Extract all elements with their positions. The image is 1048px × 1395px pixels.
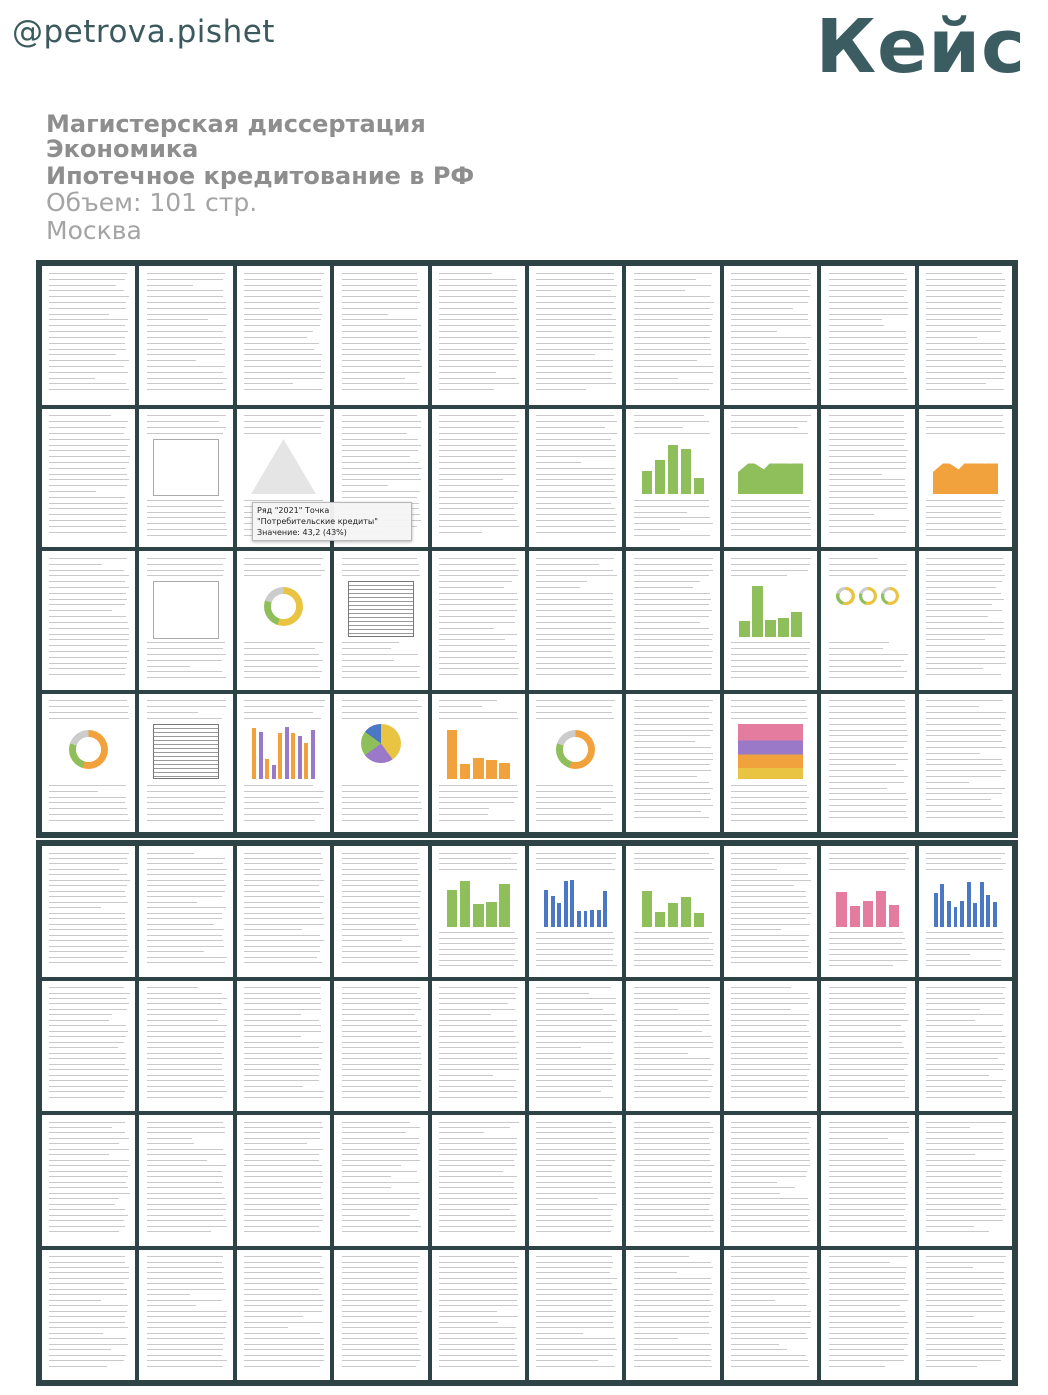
thumbnail-bar xyxy=(544,890,548,927)
thumbnail-bar xyxy=(850,906,860,927)
page-thumbnail xyxy=(334,1115,427,1246)
thumbnail-chart xyxy=(251,724,316,779)
page-thumbnail xyxy=(919,1115,1012,1246)
thumbnail-bar xyxy=(473,758,483,780)
thumbnail-bar xyxy=(642,471,652,494)
page-thumbnail xyxy=(529,846,622,977)
thumbnail-bar xyxy=(486,760,496,780)
volume-label: Объем: 101 стр. xyxy=(46,188,258,217)
thumbnail-chart xyxy=(348,581,413,636)
topic-label: Ипотечное кредитование в РФ xyxy=(46,162,475,190)
thumbnail-bar xyxy=(577,911,581,927)
page-thumbnail xyxy=(724,409,817,548)
thumbnail-bar xyxy=(597,910,601,926)
page-thumbnail xyxy=(139,1250,232,1381)
page-thumbnail xyxy=(139,846,232,977)
thumbnail-bar xyxy=(668,445,678,495)
thumbnail-donut xyxy=(264,587,303,626)
page-thumbnail xyxy=(237,694,330,833)
thumbnail-bar xyxy=(447,730,457,780)
thumbnail-bar xyxy=(460,881,470,927)
page-thumbnail xyxy=(432,981,525,1112)
page-thumbnail xyxy=(334,694,427,833)
thumbnail-bar xyxy=(694,478,704,495)
thumbnail-chart xyxy=(640,875,705,927)
page-thumbnail xyxy=(432,694,525,833)
thumbnail-chart xyxy=(543,724,608,779)
page-thumbnail xyxy=(626,551,719,690)
author-handle: @petrova.pishet xyxy=(12,14,275,50)
thumbnail-chart xyxy=(640,439,705,494)
page-thumbnail xyxy=(626,266,719,405)
thumbnail-bar xyxy=(272,765,276,779)
page-thumbnail xyxy=(139,551,232,690)
thumbnail-bar xyxy=(655,460,665,495)
thumbnail-chart xyxy=(933,439,998,494)
thumbnail-bar xyxy=(836,892,846,927)
page-thumbnail xyxy=(919,266,1012,405)
page-thumbnail xyxy=(821,551,914,690)
page-thumbnail xyxy=(432,551,525,690)
page-thumbnail xyxy=(237,1250,330,1381)
thumbnail-bar xyxy=(668,903,678,927)
thumbnail-bar xyxy=(993,902,997,927)
thumbnail-bar xyxy=(947,901,951,927)
thumbnail-chart xyxy=(738,581,803,636)
page-thumbnail xyxy=(334,551,427,690)
thumbnail-bar xyxy=(960,901,964,927)
page-thumbnail xyxy=(42,846,135,977)
field-label: Экономика xyxy=(46,135,199,163)
thumbnail-bar xyxy=(603,891,607,927)
thumbnail-bar xyxy=(291,733,295,780)
page-thumbnail xyxy=(432,409,525,548)
page-thumbnail xyxy=(42,1250,135,1381)
thumbnail-bar xyxy=(259,732,263,780)
thumbnail-bar xyxy=(681,897,691,927)
page-thumbnail xyxy=(724,1115,817,1246)
page-thumbnail xyxy=(432,266,525,405)
thumbnail-chart xyxy=(835,875,900,927)
thumbnail-chart xyxy=(153,439,218,496)
page-thumbnail xyxy=(334,846,427,977)
page-thumbnail xyxy=(529,409,622,548)
page-thumbnail xyxy=(724,846,817,977)
thumbnail-bar xyxy=(486,902,496,927)
page-thumbnail xyxy=(724,1250,817,1381)
page-thumbnail xyxy=(139,981,232,1112)
thumbnail-bar xyxy=(564,881,568,927)
page-thumbnail xyxy=(42,551,135,690)
page-thumbnail xyxy=(724,981,817,1112)
page-thumbnail xyxy=(626,409,719,548)
tooltip-series: Ряд "2021" Точка "Потребительские кредиты" xyxy=(257,506,378,526)
page-thumbnail xyxy=(139,266,232,405)
page-thumbnail xyxy=(626,1250,719,1381)
thumbnail-bar xyxy=(889,905,899,927)
thumbnail-chart xyxy=(933,875,998,927)
thumbnail-chart xyxy=(251,581,316,636)
thumbnail-bar xyxy=(694,913,704,927)
page-thumbnail xyxy=(821,981,914,1112)
page-thumbnail xyxy=(919,846,1012,977)
thumbnail-chart xyxy=(153,724,218,779)
thumbnail-bar xyxy=(655,912,665,927)
page-thumbnail xyxy=(139,694,232,833)
thumbnail-bar xyxy=(590,910,594,927)
page-thumbnail xyxy=(432,1115,525,1246)
thumbnail-bar xyxy=(980,882,984,927)
thumbnail-donut xyxy=(69,730,108,769)
page-thumbnail xyxy=(919,551,1012,690)
page-thumbnail xyxy=(724,694,817,833)
thumbnail-donut xyxy=(881,587,899,605)
page-thumbnail xyxy=(529,1115,622,1246)
page-thumbnail xyxy=(821,409,914,548)
city-label: Москва xyxy=(46,216,142,245)
page-thumbnail xyxy=(821,846,914,977)
thumbnail-bar xyxy=(499,884,509,926)
thumbnail-chart xyxy=(348,724,413,779)
thumbnail-donut xyxy=(556,730,595,769)
page-thumbnails-block-1 xyxy=(36,260,1018,838)
page-thumbnail xyxy=(237,981,330,1112)
page-thumbnail xyxy=(821,1250,914,1381)
page-thumbnail xyxy=(237,551,330,690)
thumbnail-bar xyxy=(252,728,256,779)
page-thumbnail xyxy=(529,1250,622,1381)
thumbnail-bar xyxy=(934,893,938,927)
thumbnail-bar xyxy=(642,891,652,927)
page-thumbnail xyxy=(626,846,719,977)
page-thumbnail xyxy=(919,1250,1012,1381)
page-thumbnail xyxy=(529,551,622,690)
page-thumbnail xyxy=(432,846,525,977)
thumbnail-bar xyxy=(570,880,574,926)
chart-tooltip xyxy=(252,502,412,541)
page-thumbnail xyxy=(919,409,1012,548)
page-thumbnails-block-2 xyxy=(36,840,1018,1386)
page-thumbnail xyxy=(334,1250,427,1381)
thumbnail-bar xyxy=(311,730,315,779)
page-thumbnail xyxy=(42,266,135,405)
page-thumbnail xyxy=(724,551,817,690)
thumbnail-bar xyxy=(940,884,944,927)
page-thumbnail xyxy=(529,266,622,405)
thumbnail-bar xyxy=(460,764,470,779)
page-thumbnail xyxy=(432,1250,525,1381)
thumbnail-bar xyxy=(778,618,788,637)
thumbnail-bar xyxy=(739,621,749,637)
thumbnail-chart xyxy=(153,581,218,638)
thumbnail-bar xyxy=(681,449,691,495)
thumbnail-bar xyxy=(447,890,457,927)
thumbnail-bar xyxy=(551,896,555,926)
page-thumbnail xyxy=(626,1115,719,1246)
page-thumbnail xyxy=(42,409,135,548)
thumbnail-chart xyxy=(56,724,121,779)
thumbnail-bar xyxy=(876,891,886,926)
tooltip-value: Значение: 43,2 (43%) xyxy=(257,528,347,537)
page-thumbnail xyxy=(237,846,330,977)
page-thumbnail xyxy=(821,1115,914,1246)
page-thumbnail xyxy=(334,981,427,1112)
thumbnail-donut xyxy=(859,587,877,605)
page-thumbnail xyxy=(42,1115,135,1246)
degree-label: Магистерская диссертация xyxy=(46,110,426,138)
thumbnail-chart xyxy=(446,875,511,927)
thumbnail-chart xyxy=(446,724,511,779)
page-thumbnail xyxy=(919,981,1012,1112)
thumbnail-bar xyxy=(265,759,269,779)
page-thumbnail xyxy=(626,694,719,833)
thumbnail-bar xyxy=(584,911,588,927)
thumbnail-chart xyxy=(738,439,803,494)
thumbnail-bar xyxy=(557,903,561,927)
thumbnail-bar xyxy=(499,763,509,779)
thumbnail-bar xyxy=(285,727,289,779)
thumbnail-bar xyxy=(954,907,958,927)
thumbnail-donut xyxy=(836,587,854,605)
page-thumbnail xyxy=(529,694,622,833)
page-thumbnail xyxy=(42,694,135,833)
thumbnail-bar xyxy=(752,586,762,637)
thumbnail-bar xyxy=(986,895,990,927)
thumbnail-bar xyxy=(298,736,302,779)
page-thumbnail xyxy=(919,694,1012,833)
thumbnail-chart xyxy=(835,581,900,636)
page-thumbnail xyxy=(139,1115,232,1246)
thumbnail-bar xyxy=(304,743,308,779)
thumbnail-bar xyxy=(473,904,483,927)
page-thumbnail xyxy=(821,694,914,833)
page-thumbnail xyxy=(821,266,914,405)
page-thumbnail xyxy=(237,1115,330,1246)
thumbnail-bar xyxy=(791,612,801,637)
thumbnail-bar xyxy=(967,882,971,927)
page-thumbnail xyxy=(334,266,427,405)
brand-title: Кейс xyxy=(815,4,1026,90)
page-thumbnail xyxy=(237,266,330,405)
thumbnail-bar xyxy=(863,901,873,926)
thumbnail-chart xyxy=(738,724,803,779)
page-thumbnail xyxy=(139,409,232,548)
page-thumbnail xyxy=(529,981,622,1112)
page-thumbnail xyxy=(42,981,135,1112)
thumbnail-chart xyxy=(543,875,608,927)
thumbnail-bar xyxy=(765,620,775,637)
page-thumbnail xyxy=(724,266,817,405)
thumbnail-bar xyxy=(278,733,282,779)
thumbnail-chart xyxy=(251,439,316,494)
thumbnail-bar xyxy=(973,903,977,927)
page-thumbnail xyxy=(626,981,719,1112)
